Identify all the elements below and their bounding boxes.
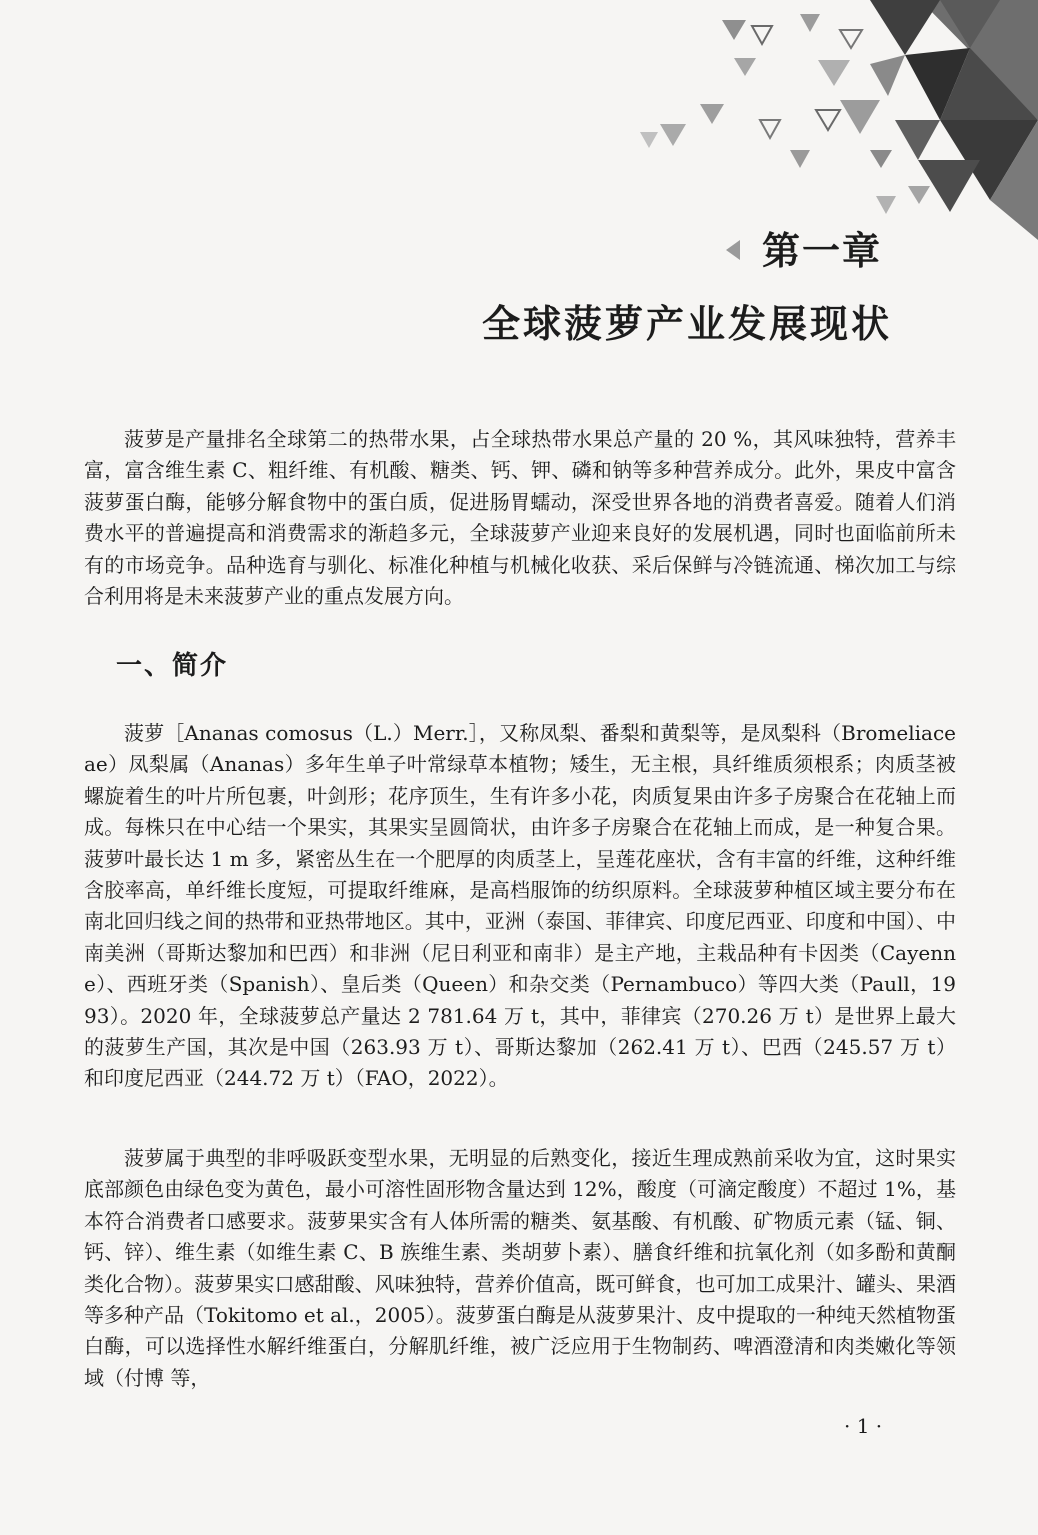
intro-paragraph: 菠萝是产量排名全球第二的热带水果，占全球热带水果总产量的 20 %，其风味独特，营养丰富，富含维生素 C、粗纤维、有机酸、糖类、钙、钾、磷和钠等多种营养成分。此外，果皮中富含菠萝蛋白酶，能够分解食物中的蛋白质，促进肠胃蠕动，深受世界各地的消费者喜爱。随着人们消费水平的普遍提高和消费需求的渐趋多元，全球菠萝产业迎来良好的发展机遇，同时也面临前所未有的市场竞争。品种选育与驯化、标准化种植与机械化收获、采后保鲜与冷链流通、梯次加工与综合利用将是未来菠萝产业的重点发展方向。 bbox=[84, 427, 956, 609]
chapter-title: 全球菠萝产业发展现状 bbox=[481, 302, 892, 346]
decorative-triangle-ornament bbox=[640, 0, 1038, 240]
page-number: · 1 · bbox=[844, 1414, 883, 1438]
chapter-marker-icon bbox=[726, 240, 740, 260]
chapter-heading bbox=[700, 224, 1000, 284]
body-paragraph: 菠萝［Ananas comosus（L.）Merr.］，又称凤梨、番梨和黄梨等，是凤梨科（Bromeliaceae）凤梨属（Ananas）多年生单子叶常绿草本植物；矮生，无主根，具纤维质须根系；肉质茎被螺旋着生的叶片所包裹，叶剑形；花序顶生，生有许多小花，肉质复果由许多子房聚合在花轴上而成。每株只在中心结一个果实，其果实呈圆筒状，由许多子房聚合在花轴上而成，是一种复合果。菠萝叶最长达 1 m 多，紧密丛生在一个肥厚的肉质茎上，呈莲花座状，含有丰富的纤维，这种纤维含胶率高，单纤维长度短，可提取纤维麻，是高档服饰的纺织原料。全球菠萝种植区域主要分布在南北回归线之间的热带和亚热带地区。其中，亚洲（泰国、菲律宾、印度尼西亚、印度和中国）、中南美洲（哥斯达黎加和巴西）和非洲（尼日利亚和南非）是主产地，主栽品种有卡因类（Cayenne）、西班牙类（Spanish）、皇后类（Queen）和杂交类（Pernambuco）等四大类（Paull，1993）。2020 年，全球菠萝总产量达 2 781.64 万 t，其中，菲律宾（270.26 万 t）是世界上最大的菠萝生产国，其次是中国（263.93 万 t）、哥斯达黎加（262.41 万 t）、巴西（245.57 万 t）和印度尼西亚（244.72 万 t）（FAO，2022）。 bbox=[84, 721, 956, 1091]
chapter-number: 第一章 bbox=[762, 229, 883, 273]
body-paragraph: 菠萝属于典型的非呼吸跃变型水果，无明显的后熟变化，接近生理成熟前采收为宜，这时果实底部颜色由绿色变为黄色，最小可溶性固形物含量达到 12%，酸度（可滴定酸度）不超过 1%，基本符合消费者口感要求。菠萝果实含有人体所需的糖类、氨基酸、有机酸、矿物质元素（锰、铜、钙、锌）、维生素（如维生素 C、B 族维生素、类胡萝卜素）、膳食纤维和抗氧化剂（如多酚和黄酮类化合物）。菠萝果实口感甜酸、风味独特，营养价值高，既可鲜食，也可加工成果汁、罐头、果酒等多种产品（Tokitomo et al.，2005）。菠萝蛋白酶是从菠萝果汁、皮中提取的一种纯天然植物蛋白酶，可以选择性水解纤维蛋白，分解肌纤维，被广泛应用于生物制药、啤酒澄清和肉类嫩化等领域（付博 等， bbox=[84, 1146, 956, 1390]
section-heading: 一、简介 bbox=[116, 651, 229, 681]
